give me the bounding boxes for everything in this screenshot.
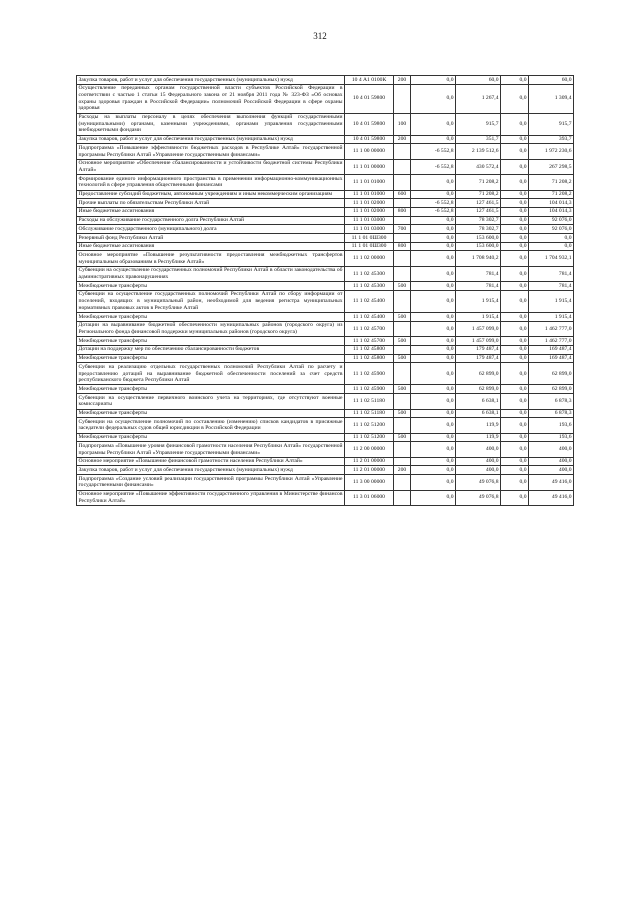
row-name-cell: Основное мероприятие «Повышение эффективности государственного управления в Министерстве финансов Республики Алтай»: [78, 491, 343, 504]
row-change-2-cell: 0,0: [501, 457, 529, 466]
row-change-cell: 0,0: [411, 234, 456, 243]
row-name-cell: Резервный фонд Республики Алтай: [77, 234, 345, 243]
row-amount-cell: 78 302,7: [456, 216, 501, 225]
row-amount-cell: 915,7: [456, 113, 501, 135]
row-code-cell: 11 2 01 00000: [345, 466, 394, 475]
row-amount-2-cell: 400,0: [529, 442, 574, 457]
row-change-2-cell: 0,0: [501, 442, 529, 457]
row-change-cell: 0,0: [411, 433, 456, 442]
row-name-cell: Межбюджетные трансферты: [77, 313, 345, 322]
budget-table-body: [77, 76, 574, 506]
row-expense-type-cell: 500: [394, 354, 411, 363]
row-change-cell: 0,0: [411, 490, 456, 505]
row-expense-type-cell: [394, 418, 411, 433]
table-row: [77, 466, 574, 475]
row-expense-type-cell: 500: [394, 433, 411, 442]
row-change-2-cell: 0,0: [501, 354, 529, 363]
row-amount-cell: 71 208,2: [456, 190, 501, 199]
row-code-cell: 10 4 01 59800: [345, 113, 394, 135]
row-amount-2-cell: 1 462 777,0: [529, 321, 574, 336]
row-amount-2-cell: 1 309,4: [529, 84, 574, 113]
row-amount-2-cell: 49 416,0: [529, 475, 574, 490]
row-expense-type-cell: 500: [394, 337, 411, 346]
row-expense-type-cell: 700: [394, 225, 411, 234]
row-amount-cell: 179 487,4: [456, 345, 501, 354]
row-change-cell: 0,0: [411, 216, 456, 225]
row-name-cell: Иные бюджетные ассигнования: [77, 242, 345, 251]
row-name-cell: Межбюджетные трансферты: [77, 433, 345, 442]
row-amount-2-cell: 193,6: [529, 418, 574, 433]
row-code-cell: 11 2 00 00000: [345, 442, 394, 457]
table-row: [77, 144, 574, 159]
row-expense-type-cell: [394, 321, 411, 336]
row-expense-type-cell: 200: [394, 135, 411, 144]
row-expense-type-cell: 500: [394, 409, 411, 418]
row-code-cell: 11 1 01 0Ш300: [345, 234, 394, 243]
row-change-cell: -6 552,8: [411, 144, 456, 159]
row-amount-cell: 2 139 512,6: [456, 144, 501, 159]
table-row: [77, 251, 574, 266]
row-code-cell: 11 1 01 03000: [345, 225, 394, 234]
row-code-cell: 11 2 01 00000: [345, 457, 394, 466]
row-code-cell: 11 1 02 45700: [345, 337, 394, 346]
row-amount-2-cell: 400,0: [529, 457, 574, 466]
row-code-cell: 11 1 02 45300: [345, 266, 394, 281]
row-change-cell: 0,0: [411, 225, 456, 234]
row-amount-cell: 351,7: [456, 135, 501, 144]
table-row: [77, 242, 574, 251]
row-change-2-cell: 0,0: [501, 144, 529, 159]
table-row: [77, 490, 574, 505]
row-expense-type-cell: [394, 216, 411, 225]
row-name-cell: Закупка товаров, работ и услуг для обеспечения государственных (муниципальных) нужд: [77, 135, 345, 144]
row-name-cell: Основное мероприятие «Повышение финансовой грамотности населения Республики Алтай»: [77, 457, 345, 466]
row-amount-cell: 1 915,4: [456, 290, 501, 312]
row-change-2-cell: 0,0: [501, 76, 529, 85]
table-row: [77, 442, 574, 457]
row-amount-cell: 1 457 099,0: [456, 321, 501, 336]
row-change-cell: 0,0: [411, 363, 456, 385]
row-amount-2-cell: 781,4: [529, 282, 574, 291]
row-change-2-cell: 0,0: [501, 113, 529, 135]
row-name-cell: Субвенции на осуществление государственных полномочий Республики Алтай по сбору информации от поселений, входящих в муниципальный район, необходимой для ведения регистра муниципальных нормативных правовых актов в Республике Алтай: [78, 291, 343, 311]
row-change-2-cell: 0,0: [501, 251, 529, 266]
row-expense-type-cell: 200: [394, 466, 411, 475]
row-change-2-cell: 0,0: [501, 225, 529, 234]
row-change-cell: 0,0: [411, 135, 456, 144]
row-code-cell: 11 1 02 45400: [345, 290, 394, 312]
row-change-2-cell: 0,0: [501, 409, 529, 418]
table-row: [77, 354, 574, 363]
row-name-cell: Субвенции на реализацию отдельных государственных полномочий Республики Алтай по расчету и предоставлению дотаций на выравнивание бюджетной обеспеченности поселений за счет средств республиканского бюджета Республики Алтай: [78, 363, 343, 384]
row-expense-type-cell: [394, 363, 411, 385]
row-amount-cell: 1 915,4: [456, 313, 501, 322]
row-code-cell: 11 1 01 01000: [345, 190, 394, 199]
table-row: [77, 234, 574, 243]
row-expense-type-cell: 500: [394, 313, 411, 322]
row-expense-type-cell: [394, 457, 411, 466]
table-row: [77, 409, 574, 418]
row-code-cell: 11 1 02 45900: [345, 385, 394, 394]
row-name-cell: Дотации на поддержку мер по обеспечению сбалансированности бюджетов: [77, 345, 345, 354]
row-expense-type-cell: [394, 442, 411, 457]
row-expense-type-cell: [394, 251, 411, 266]
table-row: [77, 345, 574, 354]
table-row: [77, 84, 574, 113]
row-name-cell: Межбюджетные трансферты: [77, 282, 345, 291]
row-code-cell: 10 4 01 59800: [345, 84, 394, 113]
row-amount-2-cell: 0,0: [529, 242, 574, 251]
row-name-cell: Обслуживание государственного (муниципального) долга: [77, 225, 345, 234]
row-amount-2-cell: 169 487,4: [529, 345, 574, 354]
row-code-cell: 11 1 01 00000: [345, 159, 394, 174]
row-change-cell: 0,0: [411, 442, 456, 457]
row-name-cell: Межбюджетные трансферты: [77, 354, 345, 363]
row-expense-type-cell: [394, 199, 411, 208]
table-row: [77, 199, 574, 208]
row-expense-type-cell: [394, 475, 411, 490]
row-amount-cell: 78 302,7: [456, 225, 501, 234]
table-row: [77, 282, 574, 291]
row-change-2-cell: 0,0: [501, 345, 529, 354]
row-expense-type-cell: [394, 159, 411, 174]
table-row: [77, 313, 574, 322]
row-code-cell: 11 1 02 51180: [345, 409, 394, 418]
row-name-cell: Закупка товаров, работ и услуг для обеспечения государственных (муниципальных) нужд: [77, 466, 345, 475]
row-change-cell: 0,0: [411, 290, 456, 312]
row-amount-cell: 1 457 099,0: [456, 337, 501, 346]
row-amount-2-cell: 915,7: [529, 113, 574, 135]
row-expense-type-cell: 800: [394, 207, 411, 216]
table-row: [77, 113, 574, 135]
row-amount-2-cell: 104 014,3: [529, 207, 574, 216]
row-amount-cell: 400,0: [456, 466, 501, 475]
table-row: [77, 321, 574, 336]
row-code-cell: 11 1 01 01000: [345, 175, 394, 190]
row-expense-type-cell: 800: [394, 242, 411, 251]
row-amount-cell: 62 899,0: [456, 363, 501, 385]
row-amount-cell: 71 208,2: [456, 175, 501, 190]
row-change-2-cell: 0,0: [501, 159, 529, 174]
row-code-cell: 10 4 А1 0100К: [345, 76, 394, 85]
row-code-cell: 11 1 02 51200: [345, 433, 394, 442]
row-change-2-cell: 0,0: [501, 84, 529, 113]
row-name-cell: Подпрограмма «Повышение эффективности бюджетных расходов в Республике Алтай» государственной программы Республики Алтай «Управление государственными финансами»: [78, 144, 343, 158]
row-amount-2-cell: 71 208,2: [529, 175, 574, 190]
row-change-2-cell: 0,0: [501, 418, 529, 433]
row-change-cell: -6 552,8: [411, 207, 456, 216]
row-change-2-cell: 0,0: [501, 234, 529, 243]
row-code-cell: 11 1 02 45900: [345, 363, 394, 385]
row-change-cell: 0,0: [411, 475, 456, 490]
row-code-cell: 11 1 02 45400: [345, 313, 394, 322]
table-row: [77, 190, 574, 199]
table-row: [77, 457, 574, 466]
row-change-2-cell: 0,0: [501, 475, 529, 490]
row-change-cell: 0,0: [411, 418, 456, 433]
table-row: [77, 76, 574, 85]
row-change-cell: 0,0: [411, 76, 456, 85]
row-name-cell: Межбюджетные трансферты: [77, 409, 345, 418]
row-change-2-cell: 0,0: [501, 321, 529, 336]
row-change-2-cell: 0,0: [501, 190, 529, 199]
row-change-2-cell: 0,0: [501, 207, 529, 216]
row-amount-cell: 781,4: [456, 282, 501, 291]
row-amount-2-cell: 1 462 777,0: [529, 337, 574, 346]
row-code-cell: 11 1 02 51180: [345, 394, 394, 409]
row-name-cell: Подпрограмма «Создание условий реализации государственной программы Республики Алтай «Управление государственными финансами»: [78, 475, 343, 489]
row-amount-cell: 6 638,1: [456, 394, 501, 409]
row-amount-2-cell: 49 416,0: [529, 490, 574, 505]
row-name-cell: Иные бюджетные ассигнования: [77, 207, 345, 216]
row-change-2-cell: 0,0: [501, 385, 529, 394]
row-change-2-cell: 0,0: [501, 216, 529, 225]
row-amount-cell: 153 600,0: [456, 234, 501, 243]
row-change-cell: 0,0: [411, 321, 456, 336]
row-change-cell: 0,0: [411, 84, 456, 113]
row-amount-cell: 400,0: [456, 442, 501, 457]
row-change-2-cell: 0,0: [501, 199, 529, 208]
row-expense-type-cell: 600: [394, 190, 411, 199]
table-row: [77, 159, 574, 174]
row-change-cell: 0,0: [411, 282, 456, 291]
row-amount-2-cell: 267 298,5: [529, 159, 574, 174]
row-name-cell: Предоставление субсидий бюджетным, автономным учреждениям и иным некоммерческим организациям: [77, 190, 345, 199]
row-code-cell: 11 1 02 45300: [345, 282, 394, 291]
table-row: [77, 225, 574, 234]
row-amount-2-cell: 781,4: [529, 266, 574, 281]
row-amount-cell: 1 267,4: [456, 84, 501, 113]
row-code-cell: 11 3 00 00000: [345, 475, 394, 490]
row-change-2-cell: 0,0: [501, 490, 529, 505]
table-row: [77, 363, 574, 385]
row-change-2-cell: 0,0: [501, 433, 529, 442]
row-expense-type-cell: 500: [394, 282, 411, 291]
row-amount-2-cell: 71 208,2: [529, 190, 574, 199]
row-amount-2-cell: 104 014,3: [529, 199, 574, 208]
row-change-cell: 0,0: [411, 251, 456, 266]
row-change-2-cell: 0,0: [501, 337, 529, 346]
row-expense-type-cell: 100: [394, 113, 411, 135]
table-row: [77, 207, 574, 216]
budget-table: [76, 75, 574, 506]
row-code-cell: 11 1 00 00000: [345, 144, 394, 159]
row-name-cell: Субвенции на осуществление первичного воинского учета на территориях, где отсутствуют военные комиссариаты: [78, 394, 343, 408]
row-code-cell: 11 1 01 02000: [345, 199, 394, 208]
row-change-2-cell: 0,0: [501, 290, 529, 312]
row-change-2-cell: 0,0: [501, 394, 529, 409]
row-name-cell: Межбюджетные трансферты: [77, 337, 345, 346]
row-amount-cell: 49 076,8: [456, 490, 501, 505]
row-change-2-cell: 0,0: [501, 363, 529, 385]
row-amount-cell: 119,9: [456, 433, 501, 442]
row-change-2-cell: 0,0: [501, 135, 529, 144]
row-expense-type-cell: [394, 84, 411, 113]
row-amount-2-cell: 60,0: [529, 76, 574, 85]
row-name-cell: Субвенции на осуществление государственных полномочий Республики Алтай в области законодательства об административных правонарушениях: [78, 267, 343, 281]
row-expense-type-cell: 500: [394, 385, 411, 394]
row-change-2-cell: 0,0: [501, 466, 529, 475]
row-expense-type-cell: [394, 394, 411, 409]
row-amount-cell: 127 461,5: [456, 199, 501, 208]
row-amount-2-cell: 1 915,4: [529, 313, 574, 322]
row-amount-2-cell: 6 878,3: [529, 409, 574, 418]
row-change-cell: 0,0: [411, 354, 456, 363]
row-change-2-cell: 0,0: [501, 242, 529, 251]
table-row: [77, 135, 574, 144]
row-code-cell: 10 4 01 59800: [345, 135, 394, 144]
row-name-cell: Субвенции на осуществление полномочий по составлению (изменению) списков кандидатов в присяжные заседатели федеральных судов общей юрисдикции в Российской Федерации: [78, 418, 343, 432]
table-row: [77, 385, 574, 394]
row-code-cell: 11 1 02 00000: [345, 251, 394, 266]
row-amount-cell: 400,0: [456, 457, 501, 466]
table-row: [77, 475, 574, 490]
page-number: 312: [313, 31, 327, 41]
table-row: [77, 418, 574, 433]
row-name-cell: Основное мероприятие «Обеспечение сбалансированности и устойчивости бюджетной системы Республики Алтай»: [78, 160, 343, 173]
row-name-cell: Формирование единого информационного пространства в применении информационно-коммуникационных технологий в сфере управления общественными финансами: [78, 175, 343, 189]
row-change-cell: 0,0: [411, 385, 456, 394]
row-amount-cell: 6 638,1: [456, 409, 501, 418]
row-amount-2-cell: 0,0: [529, 234, 574, 243]
row-amount-cell: 127 461,5: [456, 207, 501, 216]
row-change-2-cell: 0,0: [501, 282, 529, 291]
row-expense-type-cell: [394, 290, 411, 312]
row-code-cell: 11 1 01 02000: [345, 207, 394, 216]
row-change-cell: 0,0: [411, 457, 456, 466]
row-amount-cell: 430 572,4: [456, 159, 501, 174]
row-amount-2-cell: 62 899,0: [529, 385, 574, 394]
row-amount-cell: 49 076,8: [456, 475, 501, 490]
row-change-cell: 0,0: [411, 175, 456, 190]
row-amount-2-cell: 1 915,4: [529, 290, 574, 312]
row-name-cell: Подпрограмма «Повышение уровня финансовой грамотности населения Республики Алтай» государственной программы Республики Алтай «Управление государственными финансами»: [78, 442, 343, 456]
row-amount-2-cell: 1 704 932,1: [529, 251, 574, 266]
row-amount-2-cell: 193,6: [529, 433, 574, 442]
row-expense-type-cell: 200: [394, 76, 411, 85]
row-change-2-cell: 0,0: [501, 313, 529, 322]
row-expense-type-cell: [394, 490, 411, 505]
row-amount-cell: 119,9: [456, 418, 501, 433]
row-name-cell: Закупка товаров, работ и услуг для обеспечения государственных (муниципальных) нужд: [77, 76, 345, 85]
row-expense-type-cell: [394, 266, 411, 281]
row-expense-type-cell: [394, 345, 411, 354]
row-code-cell: 11 1 01 03000: [345, 216, 394, 225]
row-code-cell: 11 1 02 45800: [345, 354, 394, 363]
row-change-cell: 0,0: [411, 113, 456, 135]
row-amount-2-cell: 62 899,0: [529, 363, 574, 385]
row-name-cell: Осуществление переданных органам государственной власти субъектов Российской Федерации в соответствии с частью 1 статьи 15 Федерального закона от 21 ноября 2011 года № 323-ФЗ «Об основах охраны здоровья граждан в Российской Федерации» полномочий Российской Федерации в сфере охраны здоровья: [78, 85, 343, 112]
row-amount-cell: 62 899,0: [456, 385, 501, 394]
row-amount-2-cell: 393,7: [529, 135, 574, 144]
row-amount-cell: 179 487,4: [456, 354, 501, 363]
row-change-2-cell: 0,0: [501, 266, 529, 281]
row-change-cell: -6 552,8: [411, 159, 456, 174]
row-name-cell: Основное мероприятие «Повышение результативности предоставления межбюджетных трансфертов муниципальным образованиям в Республике Алтай»: [78, 251, 343, 265]
row-name-cell: Дотации на выравнивание бюджетной обеспеченности муниципальных районов (городского округа) из Регионального фонда финансовой поддержки муниципальных районов (городского округа): [78, 322, 343, 335]
row-change-cell: 0,0: [411, 409, 456, 418]
table-row: [77, 216, 574, 225]
row-change-cell: 0,0: [411, 313, 456, 322]
row-amount-cell: 1 708 940,2: [456, 251, 501, 266]
row-expense-type-cell: [394, 234, 411, 243]
row-amount-cell: 153 600,0: [456, 242, 501, 251]
row-expense-type-cell: [394, 144, 411, 159]
row-code-cell: 11 1 02 51200: [345, 418, 394, 433]
table-row: [77, 337, 574, 346]
row-change-cell: 0,0: [411, 337, 456, 346]
row-amount-2-cell: 92 076,0: [529, 225, 574, 234]
row-amount-2-cell: 400,0: [529, 466, 574, 475]
row-amount-cell: 781,4: [456, 266, 501, 281]
row-change-cell: 0,0: [411, 190, 456, 199]
table-row: [77, 175, 574, 190]
row-amount-2-cell: 92 076,0: [529, 216, 574, 225]
row-change-cell: 0,0: [411, 466, 456, 475]
row-amount-2-cell: 6 878,3: [529, 394, 574, 409]
row-change-cell: -6 552,8: [411, 199, 456, 208]
table-row: [77, 433, 574, 442]
row-code-cell: 11 1 02 45800: [345, 345, 394, 354]
row-amount-2-cell: 1 972 230,6: [529, 144, 574, 159]
row-change-cell: 0,0: [411, 266, 456, 281]
row-code-cell: 11 1 02 45700: [345, 321, 394, 336]
row-change-cell: 0,0: [411, 242, 456, 251]
row-code-cell: 11 3 01 06000: [345, 490, 394, 505]
table-row: [77, 394, 574, 409]
row-code-cell: 11 1 01 0Ш300: [345, 242, 394, 251]
row-name-cell: Межбюджетные трансферты: [77, 385, 345, 394]
row-expense-type-cell: [394, 175, 411, 190]
row-change-cell: 0,0: [411, 345, 456, 354]
row-name-cell: Расходы на выплаты персоналу в целях обеспечения выполнения функций государственными (муниципальными) органами, казенными учреждениями, органами управления государственными внебюджетными фондами: [78, 114, 343, 134]
row-change-2-cell: 0,0: [501, 175, 529, 190]
row-name-cell: Прочие выплаты по обязательствам Республики Алтай: [77, 199, 345, 208]
row-amount-2-cell: 169 487,4: [529, 354, 574, 363]
table-row: [77, 266, 574, 281]
row-change-cell: 0,0: [411, 394, 456, 409]
table-row: [77, 290, 574, 312]
row-amount-cell: 60,0: [456, 76, 501, 85]
row-name-cell: Расходы на обслуживание государственного долга Республики Алтай: [77, 216, 345, 225]
